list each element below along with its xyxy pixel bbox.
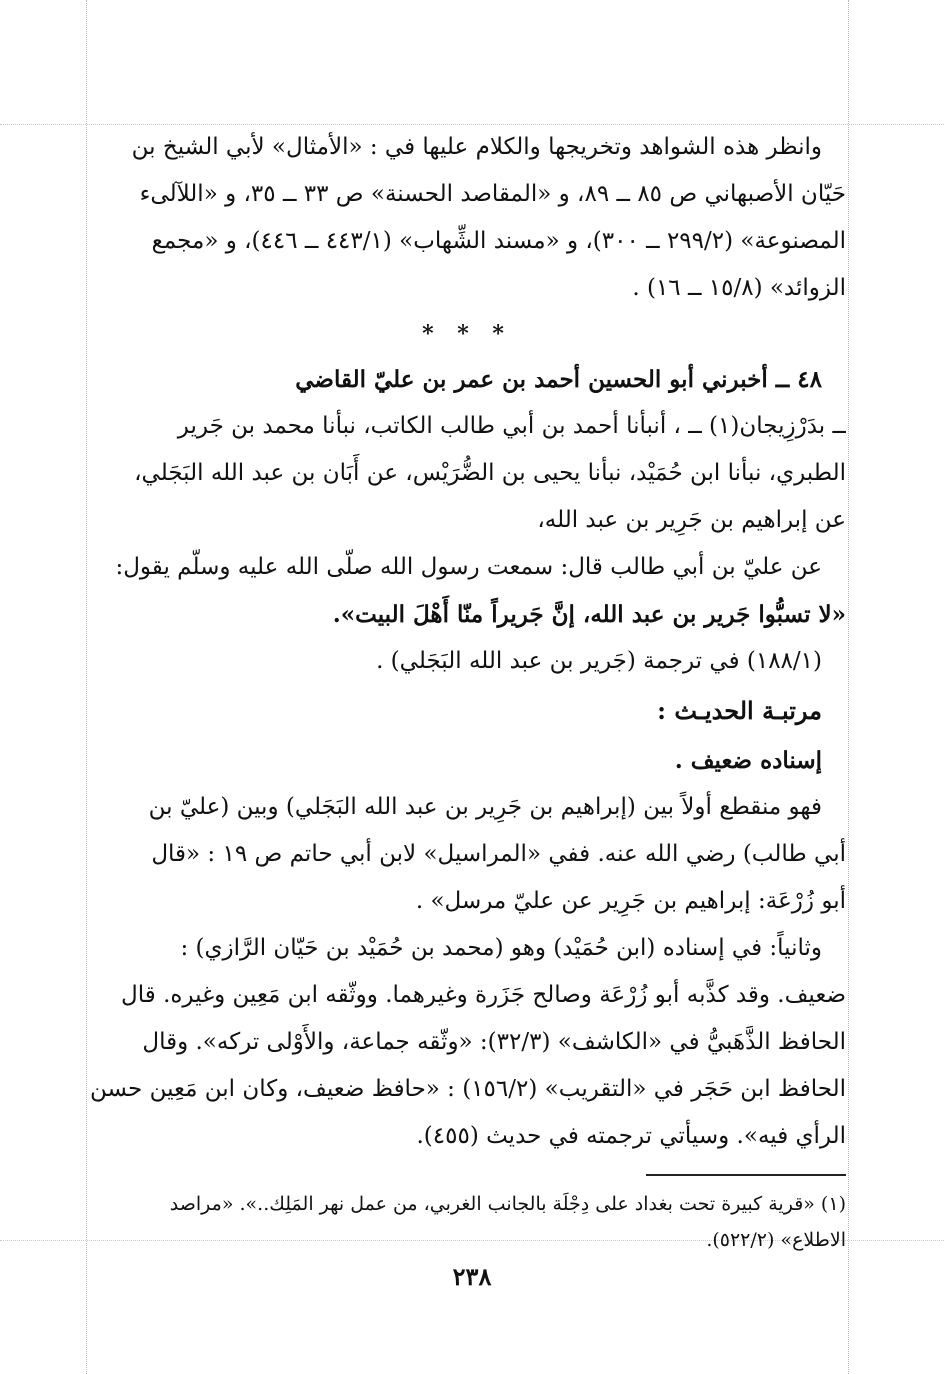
text-line: وثانياً: في إسناده (ابن حُمَيْد) وهو (محمد بن حُمَيْد بن حَيّان الرَّازي) : — [180, 935, 822, 961]
footnote-line: الاطلاع» (٥٢٢/٢). — [706, 1229, 846, 1251]
text-line: الحافظ الذَّهَبيُّ في «الكاشف» (٣٢/٣): «وثّقه جماعة، والأَوْلى تركه». وقال — [142, 1029, 846, 1055]
text-line: فهو منقطع أولاً بين (إبراهيم بن جَرِير بن عبد الله البَجَلي) وبين (عليّ بن — [148, 794, 822, 820]
footnote — [88, 1186, 846, 1258]
page-number: ٢٣٨ — [452, 1262, 492, 1291]
hadith-matn — [88, 544, 846, 685]
hadith-text-line: «لا تسبُّوا جَرير بن عبد الله، إنَّ جَريراً منّا أَهْلَ البيت». — [332, 601, 846, 628]
footnote-separator — [646, 1174, 846, 1176]
hadith-number-line: ٤٨ ــ أخبرني أبو الحسين أحمد بن عمر بن عليّ القاضي — [295, 366, 822, 393]
text-line: المصنوعة» (٢٩٩/٢ ــ ٣٠٠)، و «مسند الشِّهاب» (٤٤٣/١ ــ ٤٤٦)، و «مجمع — [151, 228, 846, 254]
text-line: عن عليّ بن أبي طالب قال: سمعت رسول الله صلّى الله عليه وسلّم يقول: — [115, 554, 822, 580]
text-line: عن إبراهيم بن جَرِير بن عبد الله، — [537, 507, 846, 533]
text-line: ــ بدَرْزِيجان(١) ــ ، أنبأنا أحمد بن أبي طالب الكاتب، نبأنا محمد بن جَرير — [177, 413, 846, 439]
scan-guide-left — [86, 0, 87, 1374]
sources-paragraph — [88, 124, 846, 312]
section-separator: * * * — [422, 321, 512, 347]
text-line: ضعيف. وقد كذَّبه أبو زُرْعَة وصالح جَزَرة وغيرهما. ووثّقه ابن مَعِين وغيره. قال — [121, 982, 846, 1008]
scan-guide-right — [848, 0, 849, 1374]
text-line: الحافظ ابن حَجَر في «التقريب» (١٥٦/٢) : «حافظ ضعيف، وكان ابن مَعِين حسن — [90, 1076, 846, 1102]
text-line: أبو زُرْعَة: إبراهيم بن جَرِير عن عليّ مرسل» . — [415, 888, 846, 914]
grading-paragraph-2 — [88, 925, 846, 1160]
section-heading: مرتبـة الحديـث : — [657, 696, 822, 725]
grading-verdict: إسناده ضعيف . — [674, 747, 822, 774]
text-line: وانظر هذه الشواهد وتخريجها والكلام عليها في : «الأمثال» لأبي الشيخ بن — [131, 134, 822, 160]
hadith-isnad — [88, 356, 846, 544]
footnote-line: (١) «قرية كبيرة تحت بغداد على دِجْلَة بالجانب الغربي، من عمل نهر المَلِك..». «مراصد — [169, 1193, 846, 1215]
text-line: الطبري، نبأنا ابن حُمَيْد، نبأنا يحيى بن الضُّرَيْس، عن أَبَان بن عبد الله البَجَلي، — [134, 460, 846, 486]
text-line: الزوائد» (١٥/٨ ــ ١٦) . — [632, 275, 846, 301]
text-line: أبي طالب) رضي الله عنه. ففي «المراسيل» لابن أبي حاتم ص ١٩ : «قال — [151, 841, 846, 867]
page-body — [88, 124, 846, 1258]
source-reference: (١٨٨/١) في ترجمة (جَرير بن عبد الله البَجَلي) . — [376, 648, 822, 674]
text-line: الرأي فيه». وسيأتي ترجمته في حديث (٤٥٥). — [416, 1123, 846, 1149]
grading-paragraph-1 — [88, 784, 846, 925]
text-line: حَيّان الأصبهاني ص ٨٥ ــ ٨٩، و «المقاصد الحسنة» ص ٣٣ ــ ٣٥، و «اللآلىء — [139, 181, 846, 207]
